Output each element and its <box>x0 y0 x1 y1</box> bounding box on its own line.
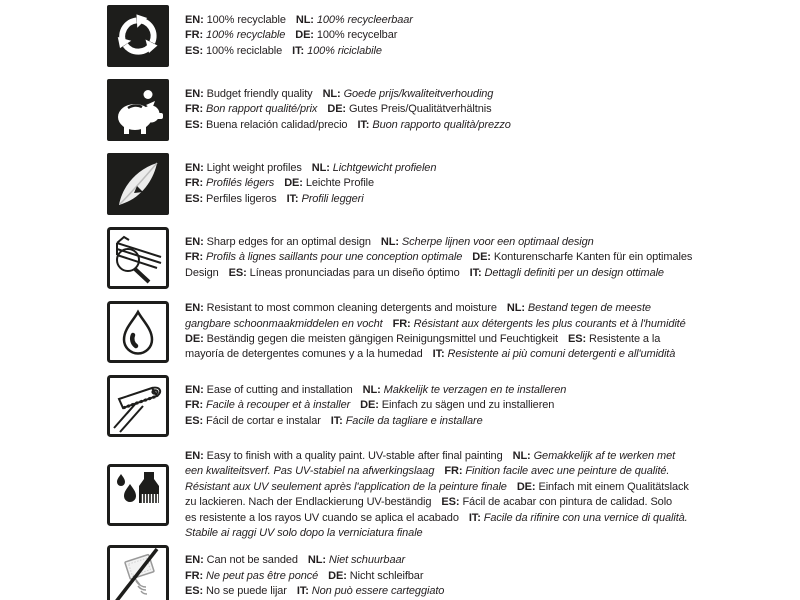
feature-text-line <box>185 235 692 250</box>
language-segment <box>185 88 313 100</box>
language-label: ES: <box>567 333 587 345</box>
feature-text-line <box>185 347 686 362</box>
feature-text <box>185 301 686 363</box>
feature-phrase: Fácil de cortar e instalar <box>206 414 321 427</box>
feature-phrase: Design <box>185 266 219 279</box>
language-segment <box>308 554 405 566</box>
feature-text-line <box>185 398 566 413</box>
feature-phrase: gangbare schoonmaakmiddelen en vocht <box>185 317 383 330</box>
feature-text-line <box>185 176 436 191</box>
feature-text-line <box>185 192 436 207</box>
feature-phrase: Finition facile avec une peinture de qualité. <box>465 465 670 478</box>
feature-row <box>107 375 800 437</box>
feature-text <box>185 553 444 599</box>
language-label: DE: <box>284 177 303 190</box>
feature-phrase: Resistente ai più comuni detergenti e all'umidità <box>447 348 676 361</box>
feature-row <box>107 227 800 289</box>
language-label: IT: <box>292 44 305 57</box>
feature-text-line <box>185 250 692 265</box>
language-label: FR: <box>185 177 204 190</box>
feature-row <box>107 545 800 600</box>
no-sanding-icon-graphic <box>107 545 169 600</box>
language-label: EN: <box>185 161 204 174</box>
language-label: DE: <box>472 251 491 264</box>
language-label: NL: <box>380 235 399 248</box>
language-label: FR: <box>185 103 204 116</box>
feature-text-line <box>185 102 511 117</box>
language-segment <box>185 399 350 411</box>
no-sanding-icon <box>107 545 169 600</box>
language-segment <box>507 302 651 314</box>
language-label: ES: <box>185 192 204 205</box>
language-segment <box>444 465 669 477</box>
feature-text-line <box>185 301 686 316</box>
feature-text-line <box>185 584 444 599</box>
feature-list <box>107 5 800 600</box>
feature-phrase: mayoría de detergentes comunes y a la humedad <box>185 348 423 361</box>
language-label: IT: <box>357 118 370 131</box>
language-label: FR: <box>392 317 411 330</box>
feature-phrase: Résistant aux détergents les plus courants et à l'humidité <box>413 317 686 330</box>
feature-phrase: Fácil de acabar con pintura de calidad. Solo <box>462 496 673 509</box>
feature-text-line <box>185 569 444 584</box>
feature-text-line <box>185 414 566 429</box>
language-label: FR: <box>444 465 463 478</box>
feature-phrase: Einfach zu sägen und zu installieren <box>381 399 555 412</box>
feature-phrase: Profilés légers <box>206 177 275 190</box>
feature-phrase: Dettagli definiti per un design ottimale <box>484 266 664 279</box>
language-label: ES: <box>185 44 204 57</box>
language-segment <box>185 318 383 330</box>
feature-phrase: Sharp edges for an optimal design <box>206 235 371 248</box>
feature-text-line <box>185 118 511 133</box>
language-segment <box>472 251 692 263</box>
feature-phrase: Bestand tegen de meeste <box>527 302 651 315</box>
language-segment <box>284 177 374 189</box>
language-label: FR: <box>185 251 204 264</box>
feature-text-line <box>185 266 692 281</box>
language-segment <box>185 333 558 345</box>
feature-text <box>185 383 566 429</box>
language-label: NL: <box>295 13 314 26</box>
language-label: EN: <box>185 235 204 248</box>
feature-phrase: Ne peut pas être poncé <box>206 569 319 582</box>
saw-icon <box>107 375 169 437</box>
language-segment <box>185 481 507 493</box>
feature-phrase: Nicht schleifbar <box>349 569 424 582</box>
feather-icon <box>107 153 169 215</box>
feature-text-line <box>185 480 689 495</box>
language-label: EN: <box>185 302 204 315</box>
feature-phrase: No se puede lijar <box>206 585 287 598</box>
language-segment <box>185 465 434 477</box>
language-label: ES: <box>228 266 247 279</box>
language-segment <box>185 236 371 248</box>
feature-phrase: Résistant aux UV seulement après l'application de la peinture finale <box>185 480 507 493</box>
language-segment <box>185 251 462 263</box>
language-label: IT: <box>296 585 309 598</box>
feature-row <box>107 5 800 67</box>
feature-phrase: zu lackieren. Nach der Endlackierung UV-beständig <box>185 496 432 509</box>
feather-icon-graphic <box>107 153 169 215</box>
language-segment <box>185 119 347 131</box>
feature-text-line <box>185 449 689 464</box>
language-segment <box>360 399 554 411</box>
feature-phrase: Niet schuurbaar <box>328 554 406 567</box>
feature-phrase: Buon rapporto qualità/prezzo <box>372 118 511 131</box>
feature-phrase: Goede prijs/kwaliteitverhouding <box>343 87 494 100</box>
feature-text-line <box>185 332 686 347</box>
feature-phrase: Light weight profiles <box>206 161 302 174</box>
feature-phrase: Bon rapport qualité/prix <box>206 103 318 116</box>
language-label: FR: <box>185 29 204 42</box>
language-label: ES: <box>441 496 460 509</box>
language-segment <box>185 384 353 396</box>
paint-brush-icon-graphic <box>107 464 169 526</box>
language-segment <box>185 193 277 205</box>
language-segment <box>185 585 287 597</box>
feature-text <box>185 449 689 541</box>
language-label: DE: <box>327 103 346 116</box>
language-label: NL: <box>506 302 525 315</box>
language-segment <box>185 554 298 566</box>
piggy-bank-icon <box>107 79 169 141</box>
language-segment <box>441 496 672 508</box>
feature-text-line <box>185 383 566 398</box>
feature-phrase: Stabile ai raggi UV solo dopo la verniciatura finale <box>185 527 423 540</box>
language-label: DE: <box>185 333 204 345</box>
feature-text-line <box>185 161 436 176</box>
language-label: FR: <box>185 399 204 412</box>
language-label: IT: <box>330 414 343 427</box>
feature-phrase: Makkelijk te verzagen en te installeren <box>383 383 567 396</box>
feature-phrase: Ease of cutting and installation <box>206 383 353 396</box>
feature-phrase: 100% recyclable <box>206 29 286 42</box>
feature-phrase: 100% recyclable <box>206 13 286 26</box>
language-segment <box>381 236 594 248</box>
feature-phrase: Facile à recouper et à installer <box>206 399 351 412</box>
feature-phrase: Buena relación calidad/precio <box>206 118 348 131</box>
feature-phrase: Konturenscharfe Kanten für ein optimales <box>493 251 693 264</box>
language-segment <box>185 162 302 174</box>
language-label: ES: <box>185 585 204 598</box>
saw-icon-graphic <box>107 375 169 437</box>
feature-text <box>185 161 436 207</box>
language-segment <box>292 45 382 57</box>
feature-phrase: Gemakkelijk af te werken met <box>533 450 676 462</box>
language-label: DE: <box>328 569 347 582</box>
feature-phrase: Perfiles ligeros <box>206 192 277 205</box>
feature-phrase: Líneas pronunciadas para un diseño óptimo <box>249 266 460 279</box>
feature-phrase: een kwaliteitsverf. Pas UV-stabiel na afwerkingslaag <box>185 465 435 478</box>
feature-text <box>185 13 413 59</box>
feature-phrase: Einfach mit einem Qualitätslack <box>538 480 689 493</box>
feature-text-line <box>185 464 689 479</box>
feature-phrase: 100% recycelbar <box>316 29 398 42</box>
feature-phrase: Scherpe lijnen voor een optimaal design <box>401 235 594 248</box>
language-label: EN: <box>185 450 204 462</box>
language-segment <box>185 496 431 508</box>
feature-phrase: Leichte Profile <box>305 177 375 190</box>
language-segment <box>297 585 444 597</box>
language-label: EN: <box>185 13 204 26</box>
language-segment <box>185 103 317 115</box>
feature-phrase: Non può essere carteggiato <box>311 585 445 598</box>
language-label: IT: <box>432 348 445 361</box>
feature-phrase: Gutes Preis/Qualitätverhältnis <box>348 103 492 116</box>
feature-phrase: 100% recycleerbaar <box>316 13 413 26</box>
paint-brush-icon <box>107 464 169 526</box>
language-label: NL: <box>322 87 341 100</box>
language-label: ES: <box>185 414 204 427</box>
feature-text-line <box>185 317 686 332</box>
language-segment <box>229 267 460 279</box>
feature-phrase: es resistente a los rayos UV cuando se aplica el acabado <box>185 511 459 524</box>
feature-text <box>185 235 692 281</box>
recycle-icon <box>107 5 169 67</box>
language-label: NL: <box>512 450 531 462</box>
language-segment <box>185 267 219 279</box>
feature-phrase: Resistant to most common cleaning detergents and moisture <box>206 302 497 315</box>
language-segment <box>185 415 321 427</box>
language-segment <box>312 162 437 174</box>
language-segment <box>185 302 497 314</box>
feature-phrase: Profils à lignes saillants pour une conception optimale <box>206 251 463 264</box>
feature-text-line <box>185 495 689 510</box>
language-segment <box>328 570 423 582</box>
language-segment <box>296 14 413 26</box>
language-label: IT: <box>286 192 299 205</box>
feature-row <box>107 449 800 541</box>
language-segment <box>185 527 423 539</box>
recycle-icon-graphic <box>107 5 169 67</box>
language-label: FR: <box>185 569 204 582</box>
language-segment <box>185 177 274 189</box>
language-segment <box>287 193 364 205</box>
feature-text-line <box>185 87 511 102</box>
piggy-bank-icon-graphic <box>107 79 169 141</box>
language-segment <box>185 45 282 57</box>
feature-text <box>185 87 511 133</box>
feature-phrase: 100% reciclable <box>206 44 283 57</box>
water-drop-icon-graphic <box>107 301 169 363</box>
language-label: IT: <box>468 511 481 524</box>
language-label: EN: <box>185 87 204 100</box>
sharp-edges-magnifier-icon-graphic <box>107 227 169 289</box>
feature-phrase: Lichtgewicht profielen <box>332 161 437 174</box>
language-segment <box>363 384 567 396</box>
language-label: DE: <box>360 399 379 412</box>
language-segment <box>185 14 286 26</box>
language-label: DE: <box>295 29 314 42</box>
feature-row <box>107 153 800 215</box>
language-segment <box>357 119 510 131</box>
language-segment <box>295 29 397 41</box>
feature-phrase: Beständig gegen die meisten gängigen Reinigungsmittel und Feuchtigkeit <box>206 333 558 345</box>
language-segment <box>517 481 689 493</box>
language-segment <box>469 512 688 524</box>
language-segment <box>470 267 664 279</box>
language-segment <box>393 318 686 330</box>
language-segment <box>433 348 676 360</box>
language-segment <box>327 103 491 115</box>
language-label: ES: <box>185 118 204 131</box>
language-segment <box>185 450 503 462</box>
feature-text-line <box>185 526 689 541</box>
feature-text-line <box>185 44 413 59</box>
feature-text-line <box>185 511 689 526</box>
feature-row <box>107 301 800 363</box>
feature-phrase: Can not be sanded <box>206 554 298 567</box>
language-segment <box>185 570 318 582</box>
language-label: DE: <box>516 480 536 493</box>
feature-phrase: Resistente a la <box>589 333 661 345</box>
feature-text-line <box>185 553 444 568</box>
feature-phrase: Facile da rifinire con una vernice di qualità. <box>483 511 688 524</box>
language-label: EN: <box>185 383 204 396</box>
feature-phrase: 100% riciclabile <box>307 44 382 57</box>
sharp-edges-magnifier-icon <box>107 227 169 289</box>
language-label: NL: <box>307 554 326 567</box>
language-segment <box>185 512 459 524</box>
feature-text-line <box>185 28 413 43</box>
language-label: EN: <box>185 554 204 567</box>
language-segment <box>331 415 483 427</box>
language-label: IT: <box>469 266 482 279</box>
language-label: NL: <box>311 161 330 174</box>
feature-text-line <box>185 13 413 28</box>
language-segment <box>513 450 675 462</box>
feature-phrase: Easy to finish with a quality paint. UV-stable after final painting <box>206 450 503 462</box>
language-segment <box>185 348 423 360</box>
language-segment <box>185 29 285 41</box>
water-drop-icon <box>107 301 169 363</box>
feature-row <box>107 79 800 141</box>
feature-phrase: Facile da tagliare e installare <box>345 414 483 427</box>
feature-phrase: Profili leggeri <box>301 192 364 205</box>
language-label: NL: <box>362 383 381 396</box>
language-segment <box>323 88 494 100</box>
language-segment <box>568 333 660 345</box>
feature-phrase: Budget friendly quality <box>206 87 313 100</box>
